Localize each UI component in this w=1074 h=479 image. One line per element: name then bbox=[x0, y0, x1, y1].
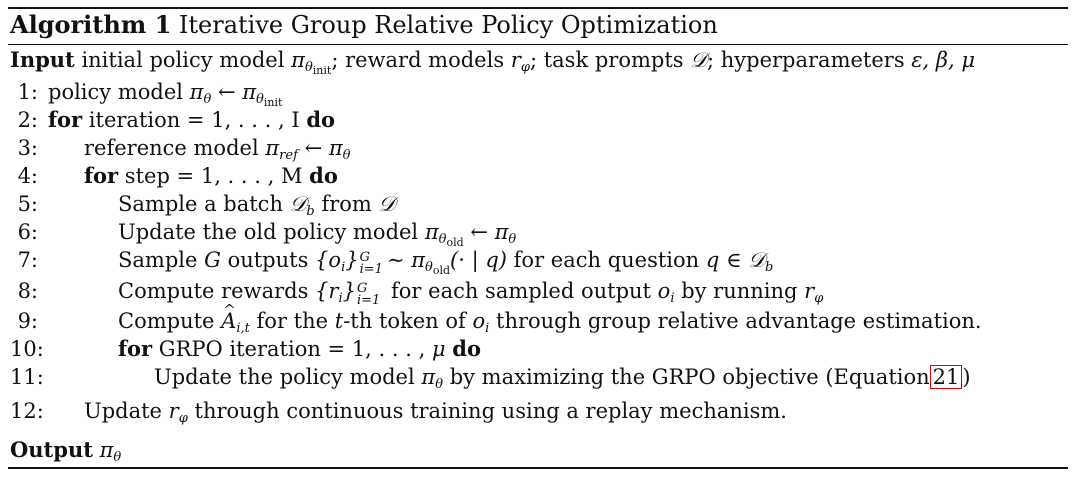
line-text: Sample bbox=[118, 248, 198, 272]
line-text: policy model bbox=[48, 80, 183, 104]
line-text: Sample a batch bbox=[118, 192, 283, 216]
line-number: 10: bbox=[10, 337, 44, 361]
line-number: 2: bbox=[17, 108, 38, 132]
algorithm-title: Iterative Group Relative Policy Optimization bbox=[178, 11, 718, 39]
math-hyperparams: ε, β, μ bbox=[911, 48, 976, 72]
line-number: 8: bbox=[17, 279, 38, 303]
math-o-i: $o_i$ bbox=[657, 279, 675, 306]
math-expression: $\pi_{\theta_{old}}$ ← $\pi_\theta$ bbox=[424, 220, 517, 249]
math-mu: μ bbox=[431, 337, 446, 361]
math-outputs-set: $\{o_i\}$ G i=1 ∼ $\pi_{\theta_{old}}(\cdot$ | q) bbox=[315, 248, 507, 277]
bottom-rule bbox=[8, 467, 1068, 469]
line-number: 1: bbox=[17, 80, 38, 104]
line-text: Compute rewards bbox=[118, 279, 309, 303]
keyword-for: for bbox=[84, 163, 119, 188]
line-text: Update bbox=[84, 399, 162, 423]
math-pi-theta: $\pi_\theta$ bbox=[99, 438, 122, 465]
math-pi-theta-init: $\pi_{\theta_{init}}$ bbox=[291, 48, 332, 77]
line-number: 11: bbox=[10, 365, 44, 389]
line-text-2: for each sampled output bbox=[391, 279, 651, 303]
algo-line-10 bbox=[10, 336, 481, 362]
math-d-b: 𝒟$_b$ bbox=[289, 192, 315, 219]
math-pi-theta: $\pi_\theta$ bbox=[421, 365, 444, 392]
line-text: Update the old policy model bbox=[118, 220, 419, 244]
line-text-2: for the bbox=[256, 309, 329, 333]
keyword-do: do bbox=[306, 107, 336, 132]
algorithm-caption bbox=[10, 10, 718, 40]
math-r-phi: $r_\varphi$ bbox=[804, 279, 824, 306]
algo-line-12 bbox=[10, 398, 787, 432]
line-number: 9: bbox=[17, 309, 38, 333]
line-number: 4: bbox=[17, 164, 38, 188]
line-text: iteration = 1, . . . , I bbox=[88, 108, 300, 132]
line-text-2: from bbox=[321, 192, 372, 216]
line-number: 7: bbox=[17, 248, 38, 272]
output-label: Output bbox=[10, 437, 93, 462]
algo-line-4 bbox=[10, 163, 338, 189]
line-text-3: for each question bbox=[513, 248, 700, 272]
input-text-a: initial policy model bbox=[81, 48, 285, 72]
caption-rule bbox=[8, 44, 1068, 45]
keyword-do: do bbox=[309, 163, 338, 188]
line-text-3: -th token of bbox=[343, 309, 466, 333]
math-expression: $\pi_\theta$ ← $\pi_{\theta_{init}}$ bbox=[189, 80, 283, 109]
line-text-2: by maximizing the GRPO objective (Equation bbox=[449, 365, 930, 389]
math-q-in-db: q ∈ 𝒟$_b$ bbox=[705, 248, 774, 275]
line-text-4: through group relative advantage estimation. bbox=[496, 309, 982, 333]
line-text: GRPO iteration = 1, . . . , bbox=[158, 337, 426, 361]
line-text: reference model bbox=[84, 136, 259, 160]
line-text: Update the policy model bbox=[154, 365, 415, 389]
line-number: 6: bbox=[17, 220, 38, 244]
math-rewards-set: $\{r_i\}$ G i=1 bbox=[315, 279, 381, 308]
line-text: step = 1, . . . , M bbox=[124, 164, 303, 188]
algo-line-8 bbox=[10, 278, 823, 312]
input-label: Input bbox=[10, 47, 75, 72]
algo-line-11 bbox=[10, 364, 971, 398]
input-text-c: ; task prompts bbox=[529, 48, 684, 72]
math-r-phi: $r_\varphi$ bbox=[510, 48, 530, 75]
math-r-phi: $r_\varphi$ bbox=[168, 399, 188, 426]
algorithm-label: Algorithm 1 bbox=[10, 10, 172, 39]
math-expression: $\pi_{ref}$ ← $\pi_\theta$ bbox=[265, 136, 351, 163]
line-text-2: outputs bbox=[227, 248, 309, 272]
math-d: 𝒟 bbox=[690, 48, 707, 72]
top-rule bbox=[8, 7, 1068, 9]
line-text: Compute bbox=[118, 309, 215, 333]
output-line bbox=[10, 437, 121, 471]
line-text-2: through continuous training using a replay mechanism. bbox=[194, 399, 787, 423]
line-number: 3: bbox=[17, 136, 38, 160]
math-advantage: ^ $A_{i,t}$ bbox=[221, 309, 250, 333]
algo-line-2 bbox=[10, 107, 335, 133]
math-g: G bbox=[204, 248, 221, 272]
input-text-b: ; reward models bbox=[331, 48, 505, 72]
keyword-for: for bbox=[48, 107, 83, 132]
math-d: 𝒟 bbox=[378, 192, 396, 216]
keyword-do: do bbox=[452, 336, 481, 361]
input-text-d: ; hyperparameters bbox=[707, 48, 905, 72]
math-o-i: $o_i$ bbox=[472, 309, 490, 336]
line-number: 5: bbox=[17, 192, 38, 216]
line-text-3: ) bbox=[962, 365, 971, 389]
keyword-for: for bbox=[118, 336, 153, 361]
equation-ref-link[interactable]: 21 bbox=[930, 365, 963, 389]
line-number: 12: bbox=[10, 399, 44, 423]
math-t: t bbox=[334, 309, 344, 333]
line-text-3: by running bbox=[681, 279, 798, 303]
